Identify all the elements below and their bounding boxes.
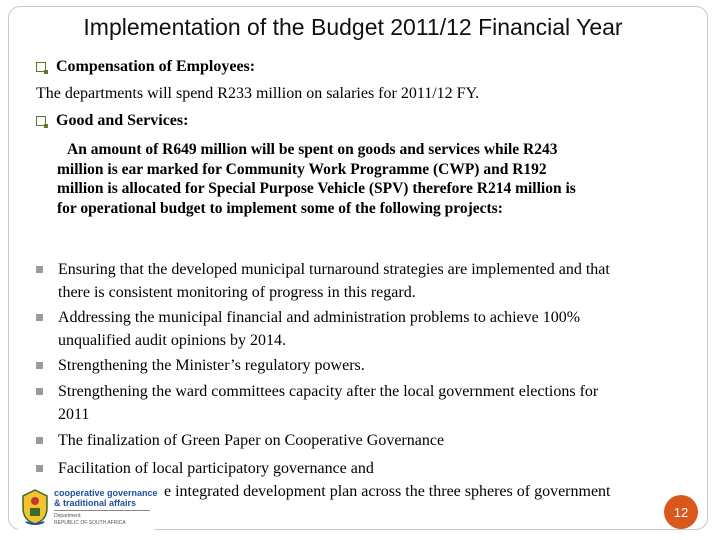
paragraph-line: An amount of R649 million will be spent on goods and services while R243 bbox=[67, 141, 558, 158]
bullet-line: e integrated development plan across the three spheres of government bbox=[164, 483, 611, 500]
list-item bbox=[36, 258, 688, 304]
bullet-line: 2011 bbox=[58, 406, 90, 423]
bullet-line: The finalization of Green Paper on Cooperative Governance bbox=[58, 432, 445, 449]
checkbox-bullet-icon bbox=[36, 62, 46, 72]
checkbox-bullet-icon bbox=[36, 116, 46, 126]
bullet-line: Addressing the municipal financial and administration problems to achieve 100% bbox=[58, 309, 581, 326]
section-goods-heading bbox=[36, 112, 188, 130]
slide-title: Implementation of the Budget 2011/12 Financial Year bbox=[83, 14, 623, 40]
square-bullet-icon bbox=[36, 465, 43, 472]
section-goods-paragraph bbox=[57, 140, 657, 218]
square-bullet-icon bbox=[36, 388, 43, 395]
coat-of-arms-icon bbox=[20, 488, 50, 526]
department-logo bbox=[18, 486, 158, 530]
logo-text-line: Department: bbox=[54, 513, 82, 519]
logo-text-line: cooperative governance bbox=[54, 488, 158, 498]
section-heading-text: Good and Services: bbox=[56, 112, 189, 129]
section-compensation-text: The departments will spend R233 million on salaries for 2011/12 FY. bbox=[36, 85, 480, 102]
paragraph-line: million is allocated for Special Purpose Vehicle (SPV) therefore R214 million is bbox=[57, 180, 576, 197]
logo-divider bbox=[54, 510, 150, 511]
logo-text-line: & traditional affairs bbox=[54, 498, 137, 508]
square-bullet-icon bbox=[36, 362, 43, 369]
section-compensation-heading bbox=[36, 58, 255, 76]
bullet-line: Strengthening the Minister’s regulatory powers. bbox=[58, 357, 365, 374]
bullet-line: Ensuring that the developed municipal turnaround strategies are implemented and that bbox=[58, 261, 610, 278]
bullet-line: Facilitation of local participatory governance and bbox=[58, 460, 374, 477]
square-bullet-icon bbox=[36, 314, 43, 321]
logo-text-line: REPUBLIC OF SOUTH AFRICA bbox=[54, 520, 126, 526]
paragraph-line: million is ear marked for Community Work Programme (CWP) and R192 bbox=[57, 160, 547, 178]
paragraph-line: for operational budget to implement some of the following projects: bbox=[57, 199, 503, 217]
bullet-line: Strengthening the ward committees capacity after the local government elections for bbox=[58, 383, 599, 400]
list-item bbox=[36, 354, 688, 377]
square-bullet-icon bbox=[36, 266, 43, 273]
list-item bbox=[36, 380, 688, 426]
section-heading-text: Compensation of Employees: bbox=[56, 58, 256, 75]
list-item bbox=[36, 429, 688, 452]
square-bullet-icon bbox=[36, 437, 43, 444]
list-item bbox=[36, 306, 688, 352]
page-number-badge: 12 bbox=[664, 495, 698, 529]
bullet-line: unqualified audit opinions by 2014. bbox=[58, 332, 286, 349]
bullet-line: there is consistent monitoring of progress in this regard. bbox=[58, 284, 416, 301]
